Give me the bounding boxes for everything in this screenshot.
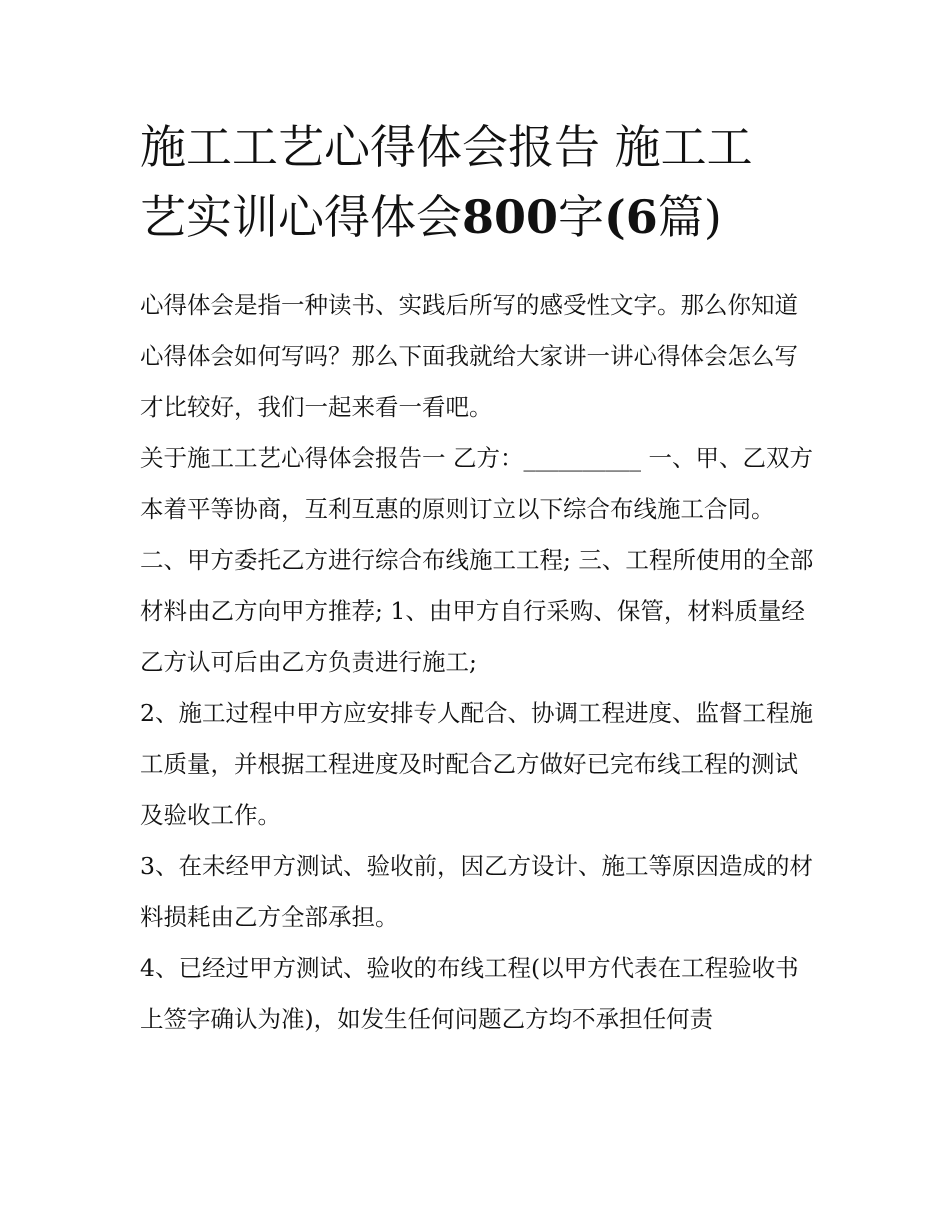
paragraph-report-one: 关于施工工艺心得体会报告一 乙方：__________ 一、甲、乙双方本着平等协商，互利互惠的原则订立以下综合布线施工合同。 xyxy=(140,444,813,523)
paragraph-item-4: 4、已经过甲方测试、验收的布线工程(以甲方代表在工程验收书上签字确认为准)，如发生任何问题乙方均不承担任何责 xyxy=(140,954,799,1033)
paragraph-intro: 心得体会是指一种读书、实践后所写的感受性文字。那么你知道心得体会如何写吗？那么下面我就给大家讲一讲心得体会怎么写才比较好，我们一起来看一看吧。 xyxy=(140,291,798,421)
paragraph-item-2: 2、施工过程中甲方应安排专人配合、协调工程进度、监督工程施工质量，并根据工程进度及时配合乙方做好已完布线工程的测试及验收工作。 xyxy=(140,699,813,829)
title-word-unit: 字 xyxy=(558,190,605,244)
title-count-close: 篇) xyxy=(657,190,722,244)
document-title xyxy=(140,112,820,252)
title-line-2-text: 艺实训心得体会 xyxy=(140,190,462,244)
title-count-open: (6 xyxy=(604,190,658,244)
paragraph-clause-two-three: 二、甲方委托乙方进行综合布线施工工程; 三、工程所使用的全部材料由乙方向甲方推荐; 1、由甲方自行采购、保管，材料质量经乙方认可后由乙方负责进行施工; xyxy=(140,546,814,676)
title-word-count: 800 xyxy=(462,190,559,244)
document-body xyxy=(140,280,820,1045)
title-line-1: 施工工艺心得体会报告 施工工 xyxy=(140,120,753,174)
document-page xyxy=(140,112,820,1045)
paragraph-item-3: 3、在未经甲方测试、验收前，因乙方设计、施工等原因造成的材料损耗由乙方全部承担。 xyxy=(140,852,813,931)
